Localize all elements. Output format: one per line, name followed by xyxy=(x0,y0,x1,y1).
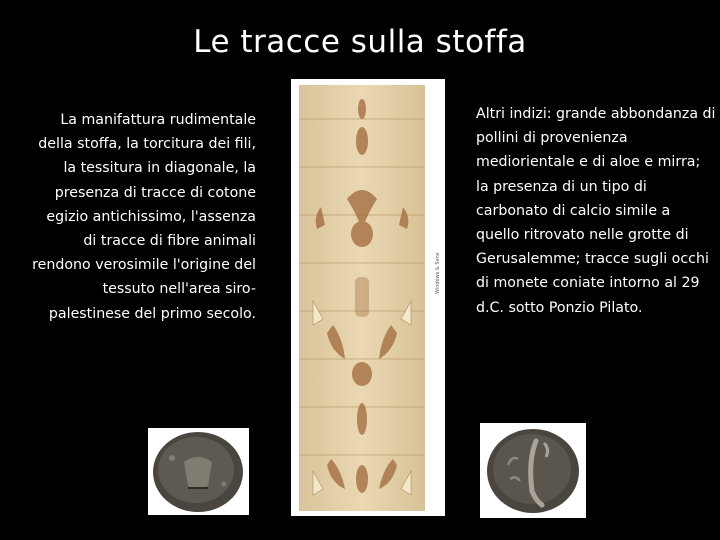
right-paragraph: Altri indizi: grande abbondanza di pollini di provenienza mediorientale e di aloe e mirra; la presenza di un tipo di carbonato di calcio simile a quello ritrovato nelle grotte di Gerusalemme; tracce sugli occhi di monete coniate intorno al 29 d.C. sotto Ponzio Pilato. xyxy=(476,106,716,316)
left-paragraph: La manifattura rudimentale della stoffa, la torcitura dei fili, la tessitura in diagonale, la presenza di tracce di cotone egizio antichissimo, l'assenza di tracce di fibre animali rendono verosimile l'origine del tessuto nell'area siro-palestinese del primo secolo. xyxy=(32,112,256,322)
shroud-caption: Windows & Sens xyxy=(435,252,441,294)
coin-image-right xyxy=(480,423,586,518)
shroud-image xyxy=(291,79,445,516)
slide-title: Le tracce sulla stoffa xyxy=(193,24,527,60)
coin-image-left xyxy=(148,428,249,515)
